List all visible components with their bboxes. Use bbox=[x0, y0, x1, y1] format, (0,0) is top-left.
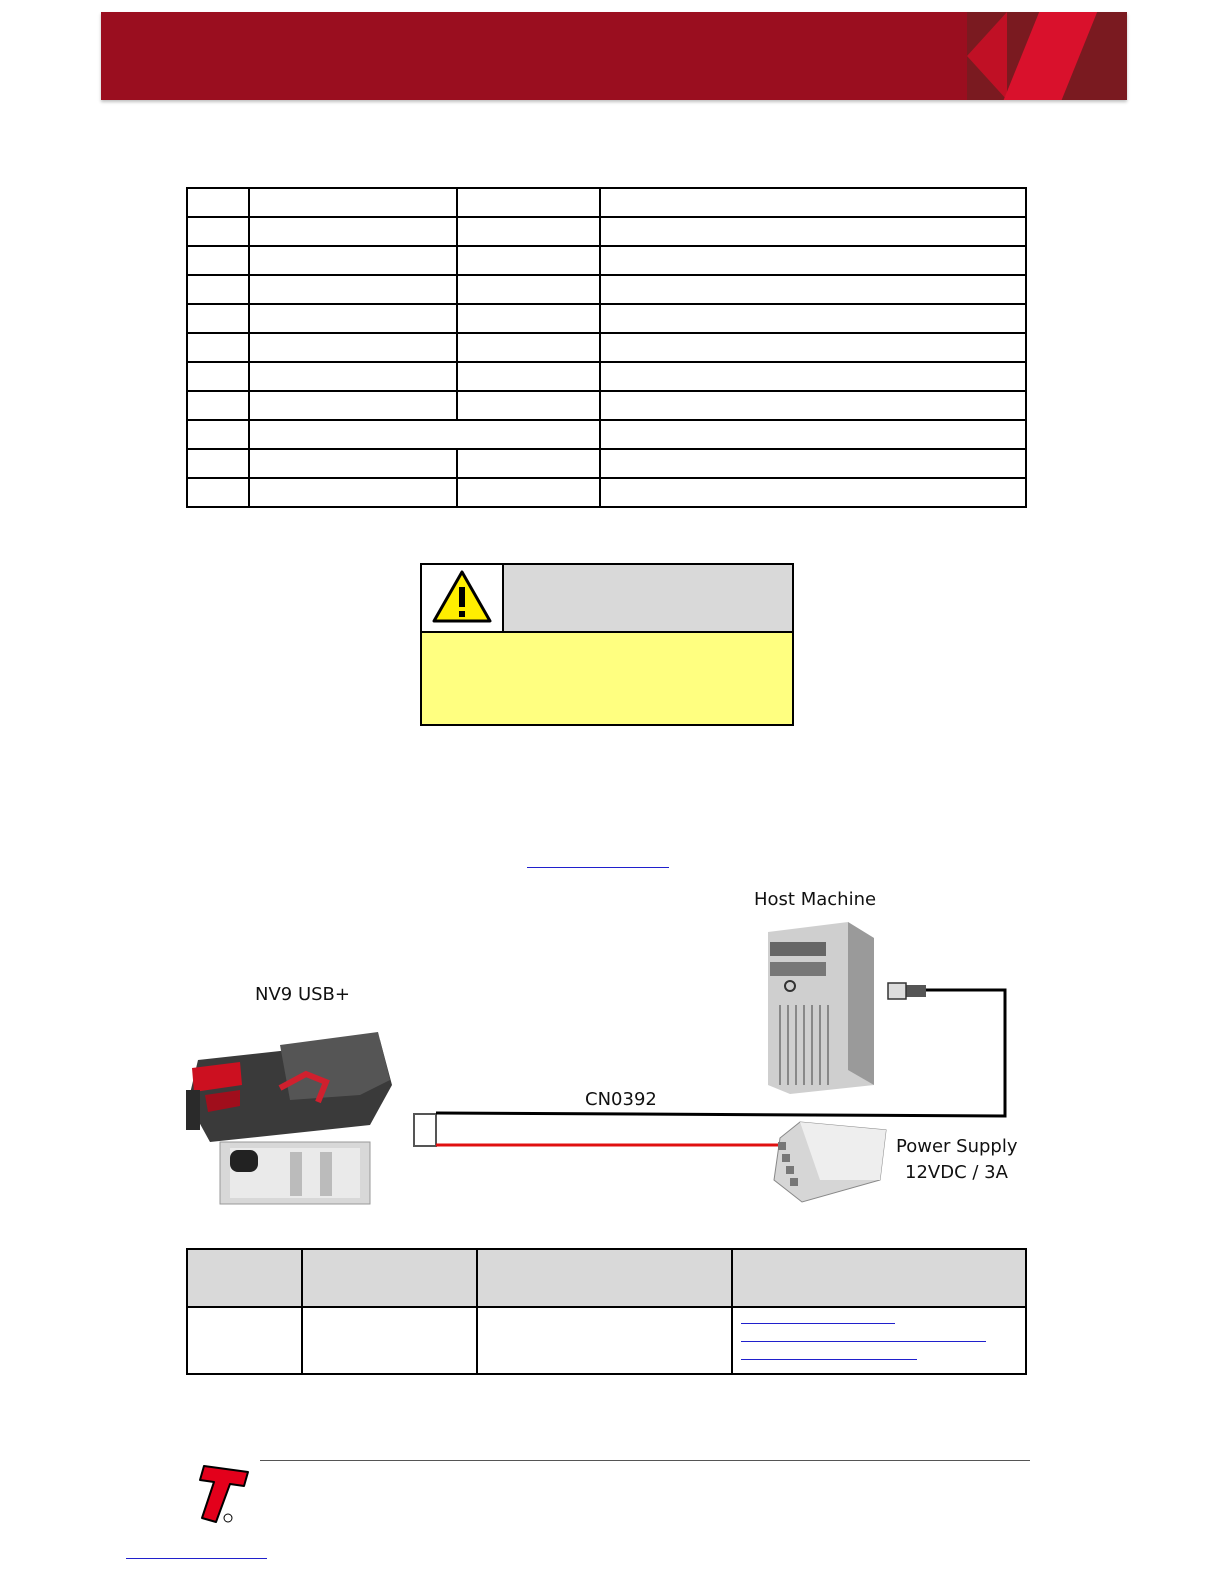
warning-header bbox=[422, 565, 792, 633]
nv9-label: NV9 USB+ bbox=[255, 984, 350, 1005]
warning-triangle-icon bbox=[422, 565, 502, 631]
table-row bbox=[187, 391, 1026, 420]
table-row bbox=[187, 420, 1026, 449]
innovative-technology-logo-icon bbox=[190, 1462, 260, 1528]
power-supply-label: Power Supply bbox=[896, 1136, 1018, 1157]
table-row bbox=[187, 275, 1026, 304]
table-link-3[interactable] bbox=[741, 1359, 917, 1360]
usb-plug-icon bbox=[888, 983, 926, 999]
banner-triangle bbox=[967, 12, 1007, 100]
table-row bbox=[187, 362, 1026, 391]
table-row bbox=[187, 333, 1026, 362]
table-row bbox=[187, 478, 1026, 507]
cable-connector bbox=[414, 1114, 436, 1146]
table-header-row bbox=[187, 1249, 1026, 1307]
nv9-validator-image bbox=[186, 1032, 392, 1204]
table-row bbox=[187, 246, 1026, 275]
host-machine-label: Host Machine bbox=[754, 889, 877, 910]
footer-link[interactable] bbox=[126, 1558, 267, 1559]
pin-table bbox=[186, 187, 1027, 508]
power-supply-image bbox=[774, 1122, 886, 1202]
cable-table bbox=[186, 1248, 1027, 1375]
usb-cable bbox=[436, 990, 1005, 1116]
table-link-1[interactable] bbox=[741, 1323, 895, 1324]
host-machine-image bbox=[768, 922, 874, 1094]
header-banner bbox=[101, 12, 1127, 100]
table-link-2[interactable] bbox=[741, 1341, 986, 1342]
footer-rule bbox=[260, 1460, 1030, 1461]
warning-icon-cell bbox=[422, 565, 504, 631]
cable-label: CN0392 bbox=[585, 1089, 657, 1110]
table-row bbox=[187, 449, 1026, 478]
warning-box bbox=[420, 563, 794, 726]
table-row bbox=[187, 188, 1026, 217]
power-supply-rating: 12VDC / 3A bbox=[905, 1162, 1008, 1183]
hyperlink-underline[interactable] bbox=[527, 867, 669, 868]
table-row bbox=[187, 304, 1026, 333]
table-row bbox=[187, 217, 1026, 246]
